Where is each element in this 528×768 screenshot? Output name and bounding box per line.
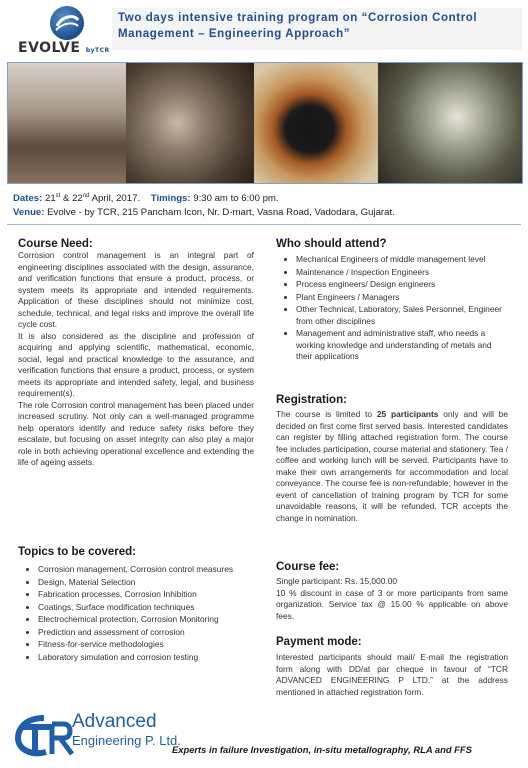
gears-photo [126,63,254,183]
tagline: Experts in failure Investigation, in-situ metallography, RLA and FFS [172,744,472,755]
topics-heading: Topics to be covered: [18,546,137,558]
attend-section [276,238,508,364]
single-fee: Single participant: Rs. 15,000.00 [276,576,398,586]
list-item: • Other Technical, Laboratory, Sales Personnel, Engineer from other disciplines [296,304,508,327]
company-name: Advanced Engineering P. Ltd. [72,711,181,748]
list-item: • Fabrication processes, Corrosion Inhibition [38,589,254,601]
topics-list [18,564,254,663]
list-item: • Prediction and assessment of corrosion [38,627,254,639]
list-item: • Fitness-for-service methodologies [38,639,254,651]
registration-text: The course is limited to 25 participants only and will be decided on first come first served basis. Interested candidates can register by filling attached registration form. The course fee includes participation, course material and stationery. Tea / coffee and working lunch will be served. Participants have to make their own arrangements for accommodation and local conveyance. The course fee is non-refundable; however in the event of cancellation of training program by TCR for some unavoidable reasons, it will be refunded. TCR accepts the change in nomination. [276,409,508,523]
registration-section [276,394,508,524]
topics-section [18,546,254,664]
venue-line: Venue: Evolve - by TCR, 215 Pancham Icon, Nr. D-mart, Vasna Road, Vadodara, Gujarat. [13,207,395,218]
list-item: • Corrosion management, Corrosion control measures [38,564,254,576]
registration-heading: Registration: [276,394,347,406]
corroded-hole-photo [254,63,378,183]
attend-heading: Who should attend? [276,238,387,250]
payment-text: Interested participants should mail/ E-mail the registration form along with DD/at par cheque in favour of “TCR ADVANCED ENGINEERING P LTD.” at the address mentioned in attached registration form. [276,652,508,697]
list-item: • Coatings, Surface modification techniques [38,602,254,614]
evolve-logo-text: EVOLVE byTCR [18,40,110,56]
course-need-section [18,238,254,469]
course-need-paragraph: Corrosion control management is an integral part of engineering disciplines associated with the design, assurance, and verification functions that ensure a product, process, or system meets its appropriate and intended requirements. Application of these disciplines should not minimize cost, schedule, technical, and legal risks and improve the overall life cycle cost. [18,250,254,329]
payment-section [276,636,508,698]
dates-line: Dates: 21st & 22nd April, 2017. Timings: 9:30 am to 6:00 pm. [13,193,279,205]
attend-list [276,254,508,363]
list-item: • Process engineers/ Design engineers [296,279,508,291]
tcr-logo-icon [14,712,76,758]
divider [7,224,521,225]
list-item: • Laboratory simulation and corrosion testing [38,652,254,664]
valves-photo [8,63,126,183]
course-need-paragraph: The role Corrosion control management has been placed under increased scrutiny. Not only can a well-managed programme help operators identify and reduce safety risks before they escalate, but focusing on asset integrity can also play a major role in both achieving operational excellence and extending the life of ageing assets. [18,399,254,467]
course-need-heading: Course Need: [18,238,93,250]
pipe-inspection-photo [378,63,522,183]
payment-heading: Payment mode: [276,636,362,648]
course-fee-heading: Course fee: [276,561,340,573]
evolve-logo-icon [50,6,84,40]
discount-text: 10 % discount in case of 3 or more participants from same organization. Service tax @ 15.00 % applicable on above fees. [276,587,508,621]
list-item: • Maintenance / Inspection Engineers [296,267,508,279]
list-item: • Mechanical Engineers of middle management level [296,254,508,266]
list-item: • Management and administrative staff, who needs a working knowledge and understanding of metals and their applications [296,328,508,363]
course-need-paragraph: It is also considered as the discipline and profession of acquiring and applying scientific, mathematical, economic, social, legal and practical knowledge to the assurance, and verification functions that ensure a product, process, or system meets its appropriate and intended safety, legal, and business requirement(s). [18,330,254,398]
page-title: Two days intensive training program on “Corrosion Control Management – Engineering Approach” [118,12,478,40]
photo-strip [7,62,523,184]
course-fee-section [276,561,508,622]
list-item: • Electrochemical protection, Corrosion Monitoring [38,614,254,626]
list-item: • Plant Engineers / Managers [296,292,508,304]
list-item: • Design, Material Selection [38,577,254,589]
